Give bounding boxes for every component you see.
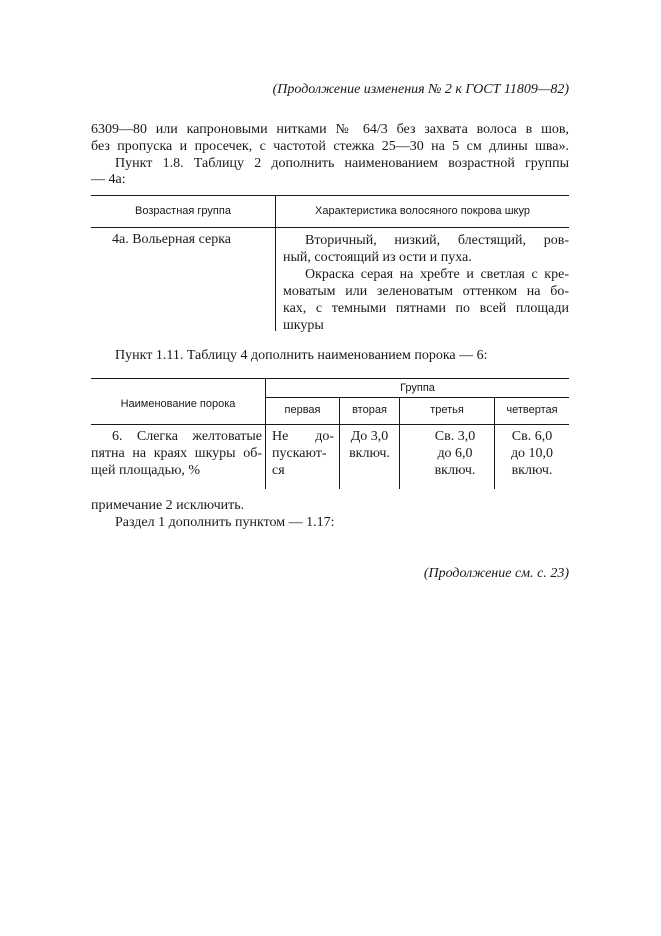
subheader-third: третья (430, 404, 464, 416)
subheader-fourth: четвертая (506, 404, 558, 416)
row-name-line-3: щей площадью, % (91, 463, 201, 478)
col3-line-3: включ. (434, 463, 476, 478)
col2-line-2: включ. (349, 446, 390, 461)
col3-line-1: Св. 3,0 (434, 429, 476, 444)
desc1-line-1: Вторичный, низкий, блестящий, ров- (305, 233, 569, 248)
table2-top-rule (91, 378, 569, 379)
col4-line-1: Св. 6,0 (511, 429, 553, 444)
desc2-line-3: ках, с темными пятнами по всей площади (283, 301, 569, 316)
desc2-line-2: моватым или зеленоватым оттенком на бо- (283, 284, 569, 299)
table1-row-group: 4а. Вольерная серка (112, 232, 231, 247)
point-1-8-line: Пункт 1.8. Таблицу 2 дополнить наименованием возрастной группы (115, 156, 569, 171)
row-name-line-2: пятна на краях шкуры об- (91, 446, 262, 461)
desc2-line-4: шкуры (283, 318, 324, 333)
page-footer: (Продолжение см. с. 23) (423, 566, 569, 581)
table1-header-rule (91, 227, 569, 228)
point-1-11: Пункт 1.11. Таблицу 4 дополнить наименованием порока — 6: (115, 348, 488, 363)
intro-paragraph (91, 121, 569, 155)
col1-line-1: Не до- (272, 429, 334, 444)
col3-line-2: до 6,0 (437, 446, 473, 461)
table2-header-rule (91, 424, 569, 425)
point-1-8-cont: — 4а: (91, 172, 126, 187)
table2-group-header: Группа (400, 382, 435, 394)
subheader-first: первая (284, 404, 321, 416)
col1-line-3: ся (272, 463, 285, 478)
page-header: (Продолжение изменения № 2 к ГОСТ 11809—82) (272, 82, 569, 97)
point-1-8 (115, 155, 569, 172)
note-line: примечание 2 исключить. (91, 498, 245, 513)
col4-line-3: включ. (511, 463, 553, 478)
row-name-line-1: 6. Слегка желтоватые (112, 429, 262, 444)
table2-col4-value (495, 428, 569, 479)
desc2-line-1: Окраска серая на хребте и светлая с кре- (305, 267, 569, 282)
table1-desc-1 (283, 232, 569, 266)
col1-line-2: пускают- (272, 446, 327, 461)
table2-name-header: Наименование порока (120, 398, 236, 410)
table1-col1-header: Возрастная группа (135, 205, 231, 217)
table2-group-rule (265, 397, 569, 398)
intro-line-2: без пропуска и просечек, с частотой стежка 25—30 на 5 см длины шва». (91, 139, 569, 154)
table1-desc-2 (283, 266, 569, 334)
col4-line-2: до 10,0 (510, 446, 554, 461)
desc1-line-2: ный, состоящий из ости и пуха. (283, 250, 472, 265)
table2-col2-value (340, 428, 399, 462)
col2-line-1: До 3,0 (350, 429, 389, 444)
table2-col3-value (400, 428, 510, 479)
table2-row-name (91, 428, 262, 479)
table2-div-1 (265, 378, 266, 489)
intro-line-1: 6309—80 или капроновыми нитками № 64/3 без захвата волоса в шов, (91, 122, 569, 137)
subheader-second: вторая (352, 404, 387, 416)
section-line: Раздел 1 дополнить пунктом — 1.17: (115, 515, 335, 530)
table1-top-rule (91, 195, 569, 196)
table1-col2-header: Характеристика волосяного покрова шкур (315, 205, 530, 217)
table2-col1-value (272, 428, 334, 479)
